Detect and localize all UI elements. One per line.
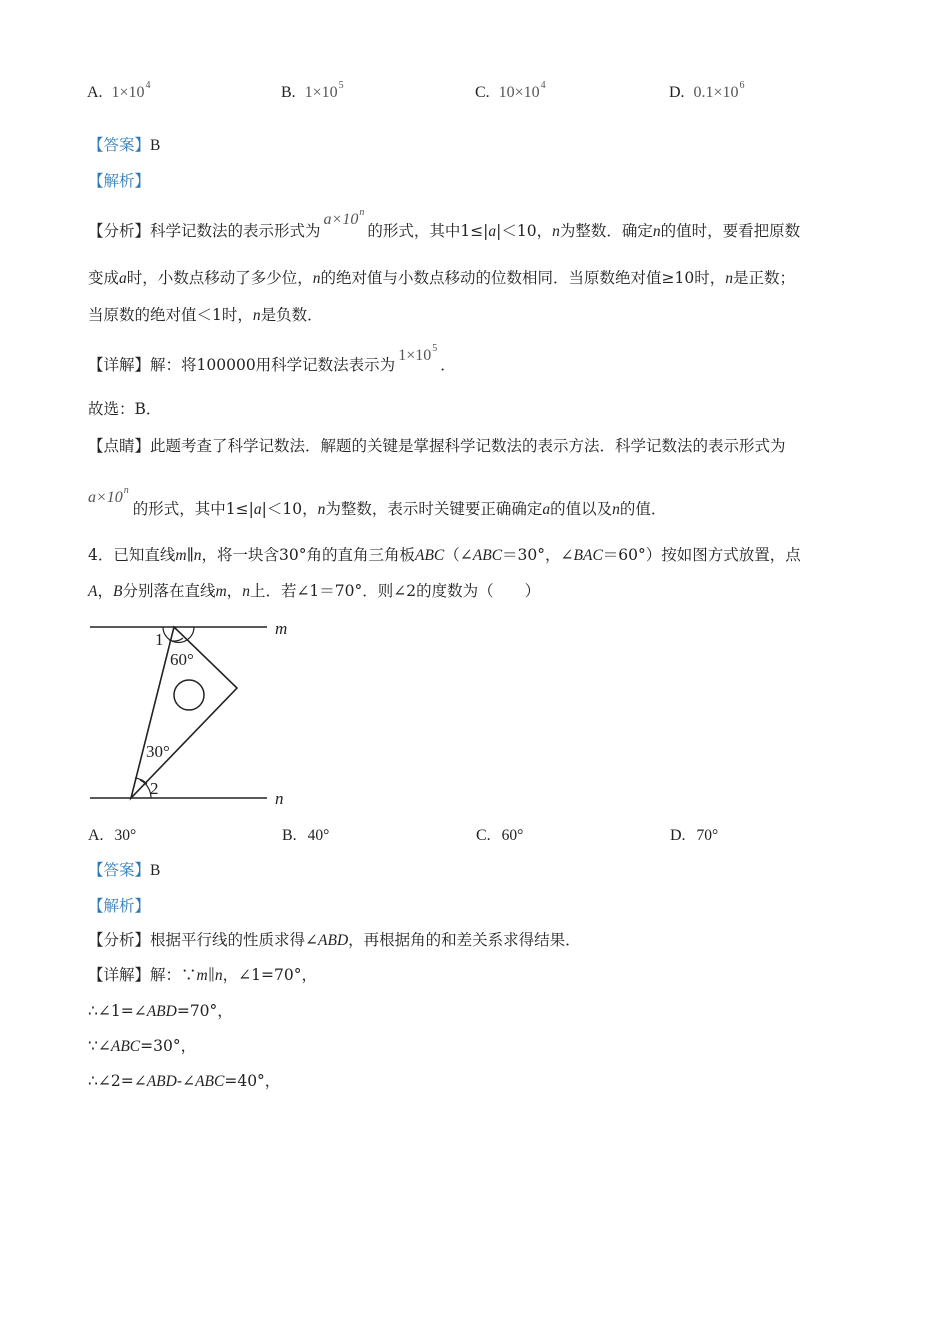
label-angle30: 30°: [146, 742, 170, 761]
q3-dianjing-line2: $a\times 10^n$的形式，其中1≤|a|＜10，n为整数，表示时关键要正确确定a的值以及n的值．: [88, 485, 667, 518]
q4-option-a[interactable]: A. 30°: [88, 827, 137, 844]
q3-guxuan: 故选：B．: [88, 400, 162, 418]
label-angle2: 2: [150, 779, 159, 798]
label-angle1: 1: [155, 630, 164, 649]
q4-xiangjie-line2: ∴∠1=∠ABD=70°，: [88, 1002, 233, 1020]
triangle-hole: [174, 680, 204, 710]
q3-option-a[interactable]: A. $1\times 10^4$: [87, 80, 151, 101]
q3-option-c[interactable]: C. $10\times 10^4$: [475, 80, 546, 101]
q4-fenxi: 【分析】根据平行线的性质求得∠ABD，再根据角的和差关系求得结果．: [88, 931, 581, 949]
q4-option-c[interactable]: C. 60°: [476, 827, 524, 844]
q3-dianjing-line1: 【点睛】此题考查了科学记数法．解题的关键是掌握科学记数法的表示方法．科学记数法的表示形式为: [88, 437, 786, 455]
q3-fenxi-line2: 变成a时，小数点移动了多少位，n的绝对值与小数点移动的位数相同．当原数绝对值≥10时，n是正数；: [88, 269, 796, 287]
q3-xiangjie: 【详解】解：将100000用科学记数法表示为$1\times 10^5$．: [88, 343, 456, 374]
q4-stem-line1: 4．已知直线m∥n，将一块含30°角的直角三角板ABC（∠ABC＝30°，∠BAC＝60°）按如图方式放置，点: [88, 546, 801, 564]
q4-stem-line2: A，B分别落在直线m，n上．若∠1＝70°．则∠2的度数为（ ）: [88, 582, 541, 600]
q4-xiangjie-line4: ∴∠2=∠ABD-∠ABC=40°，: [88, 1072, 281, 1090]
q3-option-b-value: $1\times 10^5$: [304, 80, 344, 101]
q4-figure: [85, 618, 305, 808]
q3-fenxi-line1: 【分析】科学记数法的表示形式为$a\times 10^n$的形式，其中1≤|a|＜10，n为整数．确定n的值时，要看把原数: [88, 207, 801, 240]
q4-analysis-tag: 【解析】: [88, 897, 151, 915]
q3-fenxi-line3: 当原数的绝对值＜1时，n是负数．: [88, 306, 323, 324]
q3-option-a-value: $1\times 10^4$: [111, 80, 151, 101]
label-m: m: [275, 619, 288, 638]
q4-option-d[interactable]: D. 70°: [670, 827, 719, 844]
q3-option-c-value: $10\times 10^4$: [498, 80, 546, 101]
q3-option-d-value: $0.1\times 10^6$: [693, 80, 745, 101]
q4-xiangjie-line1: 【详解】解：∵m∥n，∠1=70°，: [88, 966, 317, 984]
label-angle60: 60°: [170, 650, 194, 669]
q3-answer: 【答案】B: [88, 136, 161, 154]
q4-answer: 【答案】B: [88, 861, 161, 879]
q4-xiangjie-line3: ∵∠ABC=30°，: [88, 1037, 197, 1055]
q4-option-b[interactable]: B. 40°: [282, 827, 330, 844]
q3-option-d[interactable]: D. $0.1\times 10^6$: [669, 80, 745, 101]
label-n: n: [275, 789, 284, 808]
q3-option-b[interactable]: B. $1\times 10^5$: [281, 80, 344, 101]
q3-analysis-tag: 【解析】: [88, 172, 151, 190]
